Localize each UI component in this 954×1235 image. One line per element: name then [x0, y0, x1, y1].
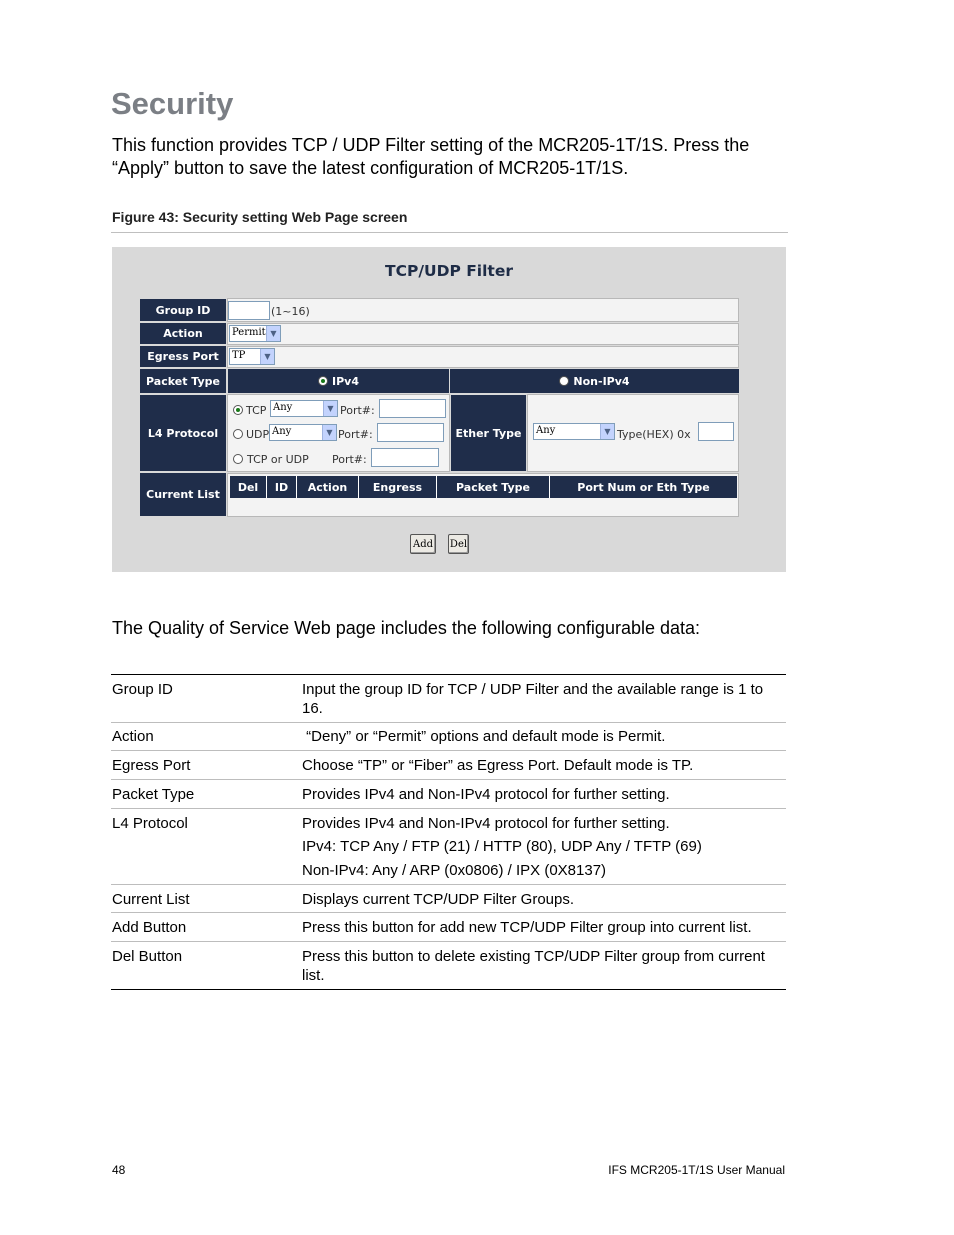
row-term-action: Action	[112, 728, 154, 745]
row-divider	[111, 808, 786, 809]
chevron-down-icon: ▼	[260, 349, 274, 364]
row-desc-del-button: Press this button to delete existing TCP/UDP Filter group from current list.	[302, 948, 765, 984]
ether-type-select-value: Any	[536, 425, 556, 436]
udp-port-label: Port#:	[338, 428, 373, 441]
ether-type-label: Ether Type	[451, 395, 526, 471]
tcp-or-udp-port-input[interactable]	[371, 448, 439, 467]
row-desc-group-id: Input the group ID for TCP / UDP Filter and the available range is 1 to 16.	[302, 681, 764, 717]
row-desc-l4-protocol-3: Non-IPv4: Any / ARP (0x0806) / IPX (0X8137)	[302, 862, 607, 879]
row-desc-add-button: Press this button for add new TCP/UDP Filter group into current list.	[302, 919, 752, 936]
page-number: 48	[112, 1163, 126, 1177]
egress-port-select-value: TP	[232, 350, 246, 361]
caption-rule	[111, 232, 788, 233]
row-term-l4-protocol: L4 Protocol	[112, 815, 188, 832]
ether-type-hex-input[interactable]	[698, 422, 734, 441]
table-lead-paragraph: The Quality of Service Web page includes the following configurable data:	[112, 618, 701, 638]
list-header-packet-type: Packet Type	[437, 476, 550, 498]
udp-port-select[interactable]	[269, 424, 337, 441]
row-divider	[111, 750, 786, 751]
l4-protocol-label: L4 Protocol	[140, 395, 226, 471]
packet-type-non-ipv4-cell	[450, 369, 739, 393]
udp-port-select-value: Any	[272, 426, 292, 437]
row-divider	[111, 884, 786, 885]
ipv4-radio[interactable]	[318, 376, 328, 386]
tcp-label: TCP	[246, 404, 267, 417]
udp-label: UDP	[246, 428, 270, 441]
row-divider	[111, 779, 786, 780]
row-desc-l4-protocol-1: Provides IPv4 and Non-IPv4 protocol for further setting.	[302, 815, 670, 832]
table-bottom-rule	[111, 989, 786, 990]
tcp-udp-filter-screenshot	[112, 247, 786, 572]
current-list-label: Current List	[140, 473, 226, 516]
egress-port-select[interactable]	[229, 348, 275, 365]
group-id-range: (1~16)	[271, 305, 310, 318]
egress-port-row	[227, 346, 739, 368]
row-divider	[111, 941, 786, 942]
intro-paragraph: This function provides TCP / UDP Filter setting of the MCR205-1T/1S. Press the “Apply” button to save the latest configuration of MCR205-1T/1S.	[112, 135, 750, 178]
row-term-group-id: Group ID	[112, 681, 173, 698]
row-divider	[111, 912, 786, 913]
table-top-rule	[111, 674, 786, 675]
ether-type-select[interactable]	[533, 423, 615, 440]
figure-caption: Figure 43: Security setting Web Page screen	[112, 209, 408, 225]
row-desc-current-list: Displays current TCP/UDP Filter Groups.	[302, 891, 575, 908]
row-desc-l4-protocol-2: IPv4: TCP Any / FTP (21) / HTTP (80), UDP Any / TFTP (69)	[302, 838, 702, 855]
non-ipv4-label: Non-IPv4	[573, 374, 630, 388]
del-button[interactable]: Del	[448, 534, 469, 554]
non-ipv4-radio[interactable]	[559, 376, 569, 386]
tcp-port-input[interactable]	[379, 399, 446, 418]
packet-type-label: Packet Type	[140, 369, 226, 393]
tcp-radio[interactable]	[233, 405, 243, 415]
group-id-label: Group ID	[140, 299, 226, 321]
tcp-or-udp-label: TCP or UDP	[247, 453, 309, 466]
udp-radio[interactable]	[233, 429, 243, 439]
tcp-or-udp-port-label: Port#:	[332, 453, 367, 466]
filter-title: TCP/UDP Filter	[385, 262, 513, 280]
tcp-port-label: Port#:	[340, 404, 375, 417]
list-header-port-num: Port Num or Eth Type	[550, 476, 737, 498]
chevron-down-icon: ▼	[600, 424, 614, 439]
action-label: Action	[140, 323, 226, 344]
list-header-action: Action	[297, 476, 359, 498]
type-hex-label: Type(HEX) 0x	[617, 428, 691, 441]
chevron-down-icon: ▼	[322, 425, 336, 440]
row-desc-egress-port: Choose “TP” or “Fiber” as Egress Port. Default mode is TP.	[302, 757, 694, 774]
list-header-del: Del	[230, 476, 267, 498]
tcp-or-udp-radio[interactable]	[233, 454, 243, 464]
row-desc-action: “Deny” or “Permit” options and default mode is Permit.	[302, 728, 666, 745]
action-select-value: Permit	[232, 327, 266, 338]
manual-title: IFS MCR205-1T/1S User Manual	[608, 1163, 785, 1177]
row-term-egress-port: Egress Port	[112, 757, 191, 774]
row-divider	[111, 722, 786, 723]
tcp-port-select[interactable]	[270, 400, 338, 417]
add-button[interactable]: Add	[410, 534, 436, 554]
chevron-down-icon: ▼	[323, 401, 337, 416]
action-select[interactable]	[229, 325, 281, 342]
row-term-del-button: Del Button	[112, 948, 183, 965]
row-term-add-button: Add Button	[112, 919, 187, 936]
packet-type-ipv4-cell	[228, 369, 449, 393]
row-term-packet-type: Packet Type	[112, 786, 195, 803]
tcp-port-select-value: Any	[273, 402, 293, 413]
list-header-id: ID	[267, 476, 297, 498]
udp-port-input[interactable]	[377, 423, 444, 442]
list-header-engress: Engress	[359, 476, 437, 498]
ipv4-label: IPv4	[332, 374, 359, 388]
group-id-input[interactable]	[228, 301, 270, 320]
action-row	[227, 323, 739, 345]
chevron-down-icon: ▼	[266, 326, 280, 341]
page-heading: Security	[111, 86, 234, 121]
row-term-current-list: Current List	[112, 891, 190, 908]
egress-port-label: Egress Port	[140, 346, 226, 367]
row-desc-packet-type: Provides IPv4 and Non-IPv4 protocol for further setting.	[302, 786, 670, 803]
